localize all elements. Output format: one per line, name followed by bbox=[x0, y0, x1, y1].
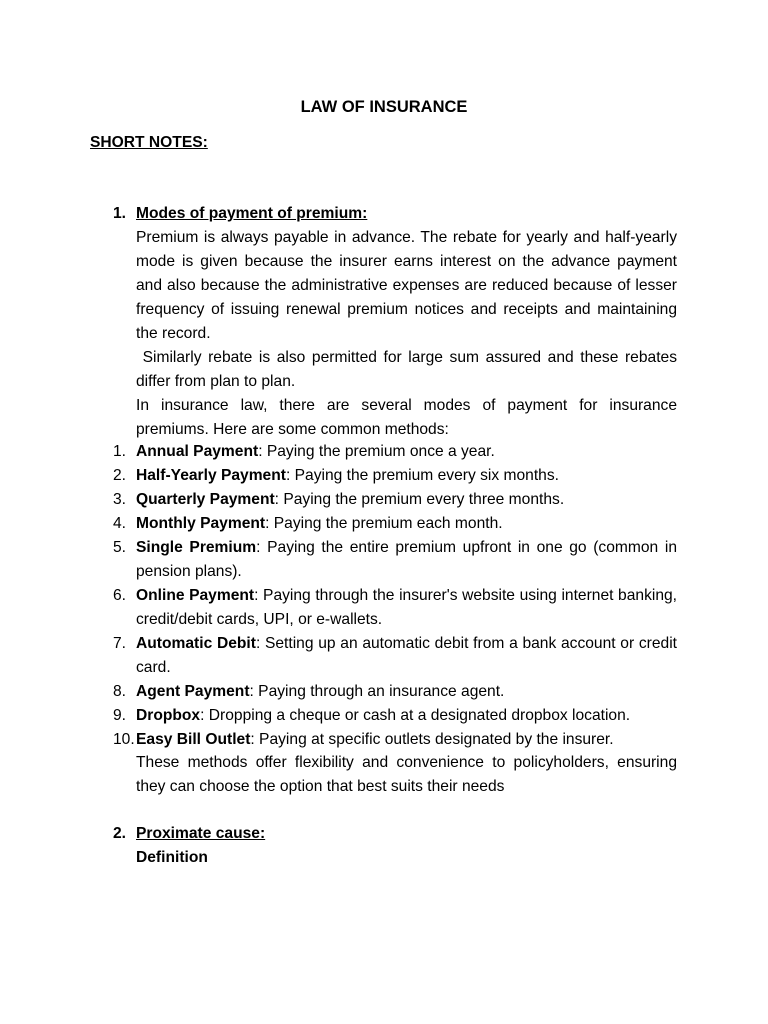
list-number: 4. bbox=[113, 515, 127, 532]
closing-paragraph bbox=[136, 751, 677, 799]
section-2-title: Proximate cause: bbox=[136, 825, 266, 842]
payment-method-item bbox=[113, 488, 677, 512]
paragraph-rebate: Similarly rebate is also permitted for large sum assured and these rebates differ from plan to plan. bbox=[136, 349, 682, 390]
definition-heading: Definition bbox=[136, 849, 208, 866]
method-term: Automatic Debit bbox=[136, 635, 256, 652]
method-description: : Paying the entire premium upfront in one go (common in pension plans). bbox=[136, 539, 677, 580]
list-number: 6. bbox=[113, 587, 127, 604]
paragraph-modes-intro: In insurance law, there are several modes of payment for insurance premiums. Here are some common methods: bbox=[136, 397, 677, 438]
payment-method-item bbox=[113, 632, 677, 680]
short-notes-heading: SHORT NOTES: bbox=[90, 134, 208, 151]
method-description: : Paying the premium once a year. bbox=[258, 443, 495, 460]
section-1-title: Modes of payment of premium: bbox=[136, 205, 368, 222]
method-term: Dropbox bbox=[136, 707, 201, 724]
list-number: 5. bbox=[113, 539, 127, 556]
list-text bbox=[136, 488, 677, 512]
payment-method-item bbox=[113, 464, 677, 488]
method-description: : Paying at specific outlets designated by the insurer. bbox=[250, 731, 614, 748]
method-term: Half-Yearly Payment bbox=[136, 467, 286, 484]
method-term: Quarterly Payment bbox=[136, 491, 275, 508]
method-description: : Dropping a cheque or cash at a designated dropbox location. bbox=[200, 707, 631, 724]
payment-method-item bbox=[113, 512, 677, 536]
list-text bbox=[136, 728, 677, 752]
list-text bbox=[136, 440, 677, 464]
section-1-number: 1. bbox=[113, 205, 127, 222]
list-number: 3. bbox=[113, 491, 127, 508]
list-text bbox=[136, 704, 677, 728]
list-number: 7. bbox=[113, 635, 127, 652]
list-text bbox=[136, 680, 677, 704]
list-number: 9. bbox=[113, 707, 127, 724]
list-text bbox=[136, 632, 677, 680]
page-title: LAW OF INSURANCE bbox=[300, 98, 468, 116]
section-2-heading bbox=[113, 822, 683, 846]
section-1-heading bbox=[113, 202, 683, 226]
method-description: : Paying the premium every six months. bbox=[285, 467, 559, 484]
method-description: : Paying through an insurance agent. bbox=[249, 683, 505, 700]
payment-method-item bbox=[113, 680, 677, 704]
method-term: Online Payment bbox=[136, 587, 255, 604]
payment-method-item bbox=[113, 704, 677, 728]
list-number: 2. bbox=[113, 467, 127, 484]
section-2-number: 2. bbox=[113, 825, 127, 842]
payment-method-item bbox=[113, 440, 677, 464]
list-number: 1. bbox=[113, 443, 127, 460]
list-number: 10. bbox=[113, 731, 135, 748]
method-term: Annual Payment bbox=[136, 443, 259, 460]
list-text bbox=[136, 536, 677, 584]
payment-method-item bbox=[113, 584, 677, 632]
list-number: 8. bbox=[113, 683, 127, 700]
payment-method-item bbox=[113, 536, 677, 584]
list-text bbox=[136, 512, 677, 536]
method-description: : Setting up an automatic debit from a bank account or credit card. bbox=[136, 635, 677, 676]
paragraph-closing: These methods offer flexibility and convenience to policyholders, ensuring they can choose the option that best suits their needs bbox=[136, 754, 677, 795]
section-1-intro bbox=[136, 226, 682, 442]
list-text bbox=[136, 464, 677, 488]
paragraph-premium-advance: Premium is always payable in advance. The rebate for yearly and half-yearly mode is given because the insurer earns interest on the advance payment and also because the administrative expenses are reduced because of lesser frequency of issuing renewal premium notices and receipts and maintaining the record. bbox=[136, 229, 677, 342]
method-term: Single Premium bbox=[136, 539, 257, 556]
method-term: Easy Bill Outlet bbox=[136, 731, 251, 748]
method-description: : Paying through the insurer's website using internet banking, credit/debit cards, UPI, or e-wallets. bbox=[136, 587, 678, 628]
list-text bbox=[136, 584, 677, 632]
payment-method-item bbox=[113, 728, 677, 752]
payment-methods-list bbox=[113, 440, 677, 752]
method-term: Monthly Payment bbox=[136, 515, 266, 532]
method-description: : Paying the premium every three months. bbox=[274, 491, 565, 508]
method-term: Agent Payment bbox=[136, 683, 250, 700]
method-description: : Paying the premium each month. bbox=[265, 515, 503, 532]
